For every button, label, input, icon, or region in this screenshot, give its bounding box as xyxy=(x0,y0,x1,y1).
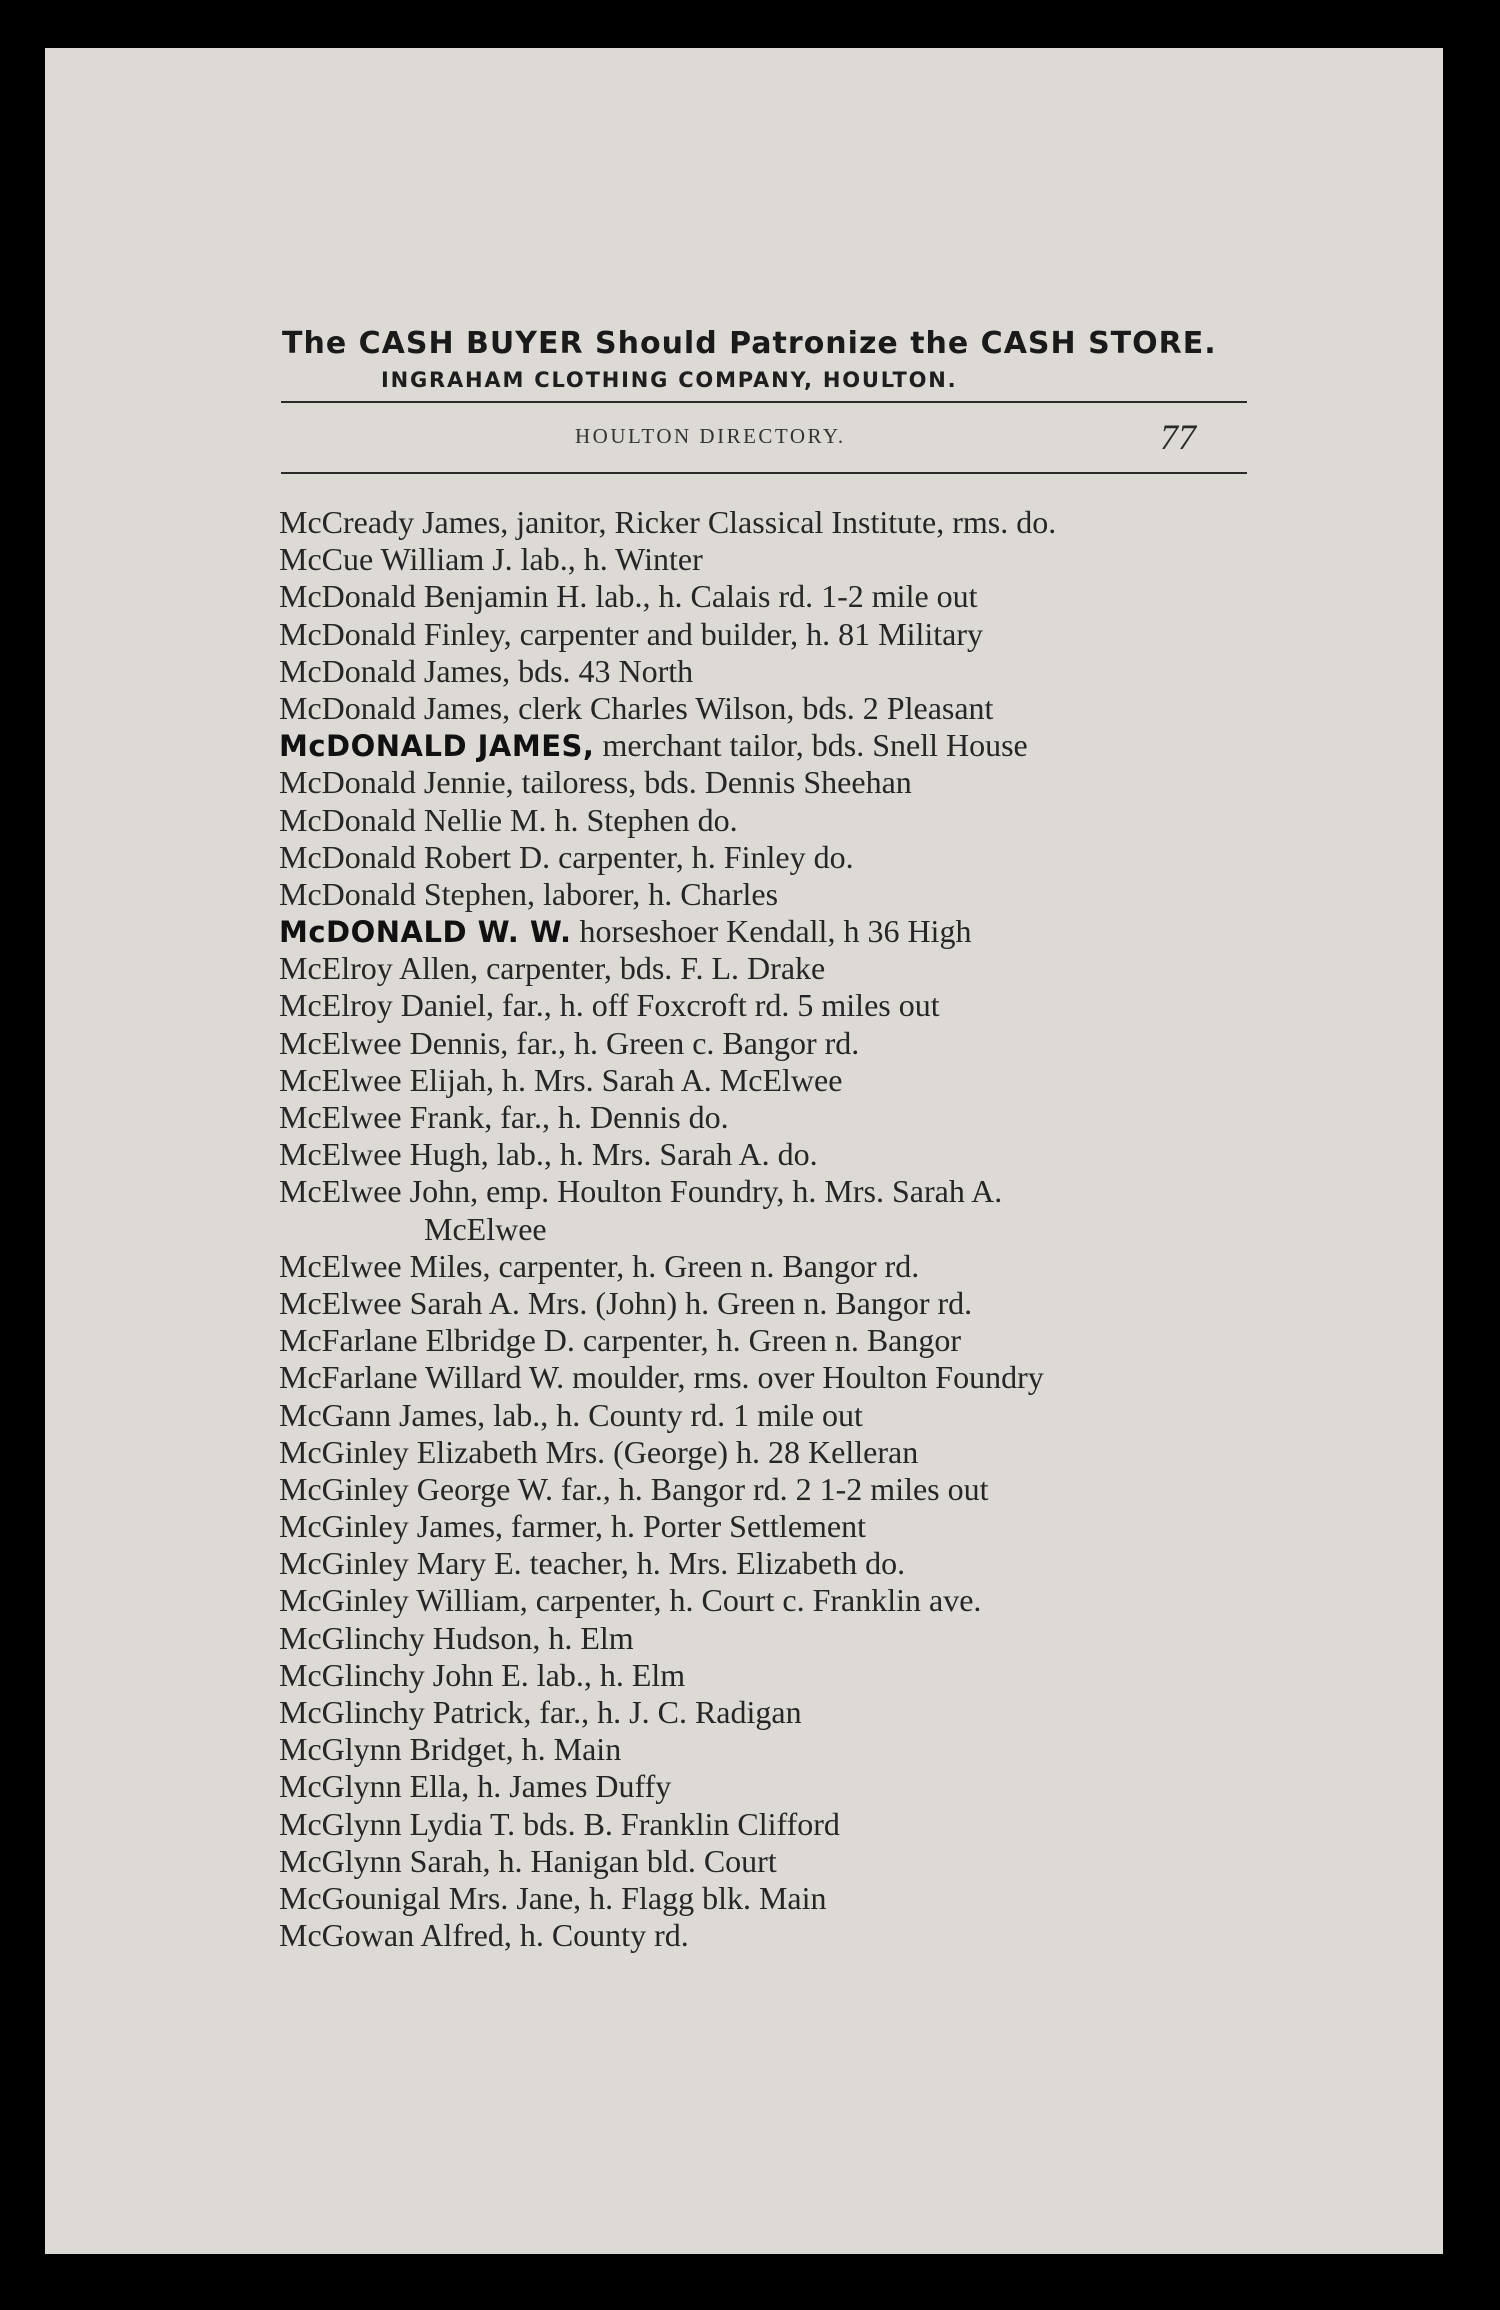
header-rule xyxy=(281,472,1247,474)
advertisement-headline: The CASH BUYER Should Patronize the CASH STORE. xyxy=(282,326,1217,361)
directory-entry xyxy=(279,541,1399,578)
entry-text: McCready James, janitor, Ricker Classical Institute, rms. do. xyxy=(279,504,1057,540)
directory-entry xyxy=(279,1025,1399,1062)
directory-entry xyxy=(279,1248,1399,1285)
entry-text: McGinley George W. far., h. Bangor rd. 2 1-2 miles out xyxy=(279,1470,989,1507)
entry-text: McDonald Finley, carpenter and builder, h. 81 Military xyxy=(279,615,984,652)
entry-text: McElwee Frank, far., h. Dennis do. xyxy=(279,1099,729,1135)
directory-entry xyxy=(279,1731,1399,1768)
entry-text: horseshoer Kendall, h 36 High xyxy=(571,913,972,950)
entry-bold-name: McDONALD W. W. xyxy=(279,915,572,950)
entry-text: McElwee Hugh, lab., h. Mrs. Sarah A. do. xyxy=(279,1136,818,1173)
entry-text: McFarlane Willard W. moulder, rms. over Houlton Foundry xyxy=(279,1359,1044,1396)
entry-text: McElwee xyxy=(424,1210,547,1247)
directory-entries xyxy=(279,504,1399,1954)
entry-text: McElroy Daniel, far., h. off Foxcroft rd. 5 miles out xyxy=(279,987,940,1024)
directory-entry xyxy=(279,987,1399,1024)
directory-entry xyxy=(279,1397,1399,1434)
directory-entry xyxy=(279,616,1399,653)
directory-entry xyxy=(279,1657,1399,1694)
directory-entry xyxy=(279,913,1399,950)
entry-text: McGann James, lab., h. County rd. 1 mile out xyxy=(279,1396,863,1433)
directory-entry xyxy=(279,727,1399,764)
directory-entry xyxy=(279,1768,1399,1805)
entry-text: McGlynn Ella, h. James Duffy xyxy=(279,1768,672,1805)
directory-entry xyxy=(279,690,1399,727)
entry-text: McDonald Benjamin H. lab., h. Calais rd. 1-2 mile out xyxy=(279,578,978,615)
entry-text: McGlinchy Hudson, h. Elm xyxy=(279,1619,634,1656)
directory-entry xyxy=(279,1508,1399,1545)
directory-entry xyxy=(279,578,1399,615)
entry-text: McGounigal Mrs. Jane, h. Flagg blk. Main xyxy=(279,1879,827,1916)
running-header-title: HOULTON DIRECTORY. xyxy=(575,424,846,448)
entry-text: McGinley James, farmer, h. Porter Settlement xyxy=(279,1508,866,1545)
directory-entry xyxy=(279,1917,1399,1954)
directory-entry xyxy=(279,802,1399,839)
entry-text: McGinley Elizabeth Mrs. (George) h. 28 Kelleran xyxy=(279,1433,919,1470)
entry-text: McCue William J. lab., h. Winter xyxy=(279,541,703,578)
entry-text: McElwee Sarah A. Mrs. (John) h. Green n. Bangor rd. xyxy=(279,1284,973,1321)
entry-text: McGlinchy John E. lab., h. Elm xyxy=(279,1656,686,1693)
directory-entry xyxy=(279,1620,1399,1657)
entry-text: McFarlane Elbridge D. carpenter, h. Green n. Bangor xyxy=(279,1322,962,1359)
entry-text: McDonald Stephen, laborer, h. Charles xyxy=(279,875,779,912)
directory-entry xyxy=(279,1471,1399,1508)
entry-text: McDonald Jennie, tailoress, bds. Dennis Sheehan xyxy=(279,764,912,801)
entry-text: McGlynn Bridget, h. Main xyxy=(279,1731,622,1768)
directory-entry xyxy=(279,1136,1399,1173)
directory-entry xyxy=(279,1322,1399,1359)
entry-text: McGlynn Sarah, h. Hanigan bld. Court xyxy=(279,1842,777,1879)
entry-text: McElwee Miles, carpenter, h. Green n. Bangor rd. xyxy=(279,1247,920,1284)
directory-entry xyxy=(279,653,1399,690)
directory-entry xyxy=(279,876,1399,913)
entry-text: McGinley William, carpenter, h. Court c. Franklin ave. xyxy=(279,1582,982,1619)
advertisement-company: INGRAHAM CLOTHING COMPANY, HOULTON. xyxy=(381,368,958,392)
entry-text: McElroy Allen, carpenter, bds. F. L. Drake xyxy=(279,950,826,987)
entry-bold-name: McDONALD JAMES, xyxy=(279,729,595,764)
entry-text: merchant tailor, bds. Snell House xyxy=(594,727,1028,764)
directory-entry xyxy=(279,764,1399,801)
directory-entry xyxy=(279,950,1399,987)
entry-text: McGowan Alfred, h. County rd. xyxy=(279,1917,689,1954)
entry-text: McGinley Mary E. teacher, h. Mrs. Elizabeth do. xyxy=(279,1545,906,1582)
page-number: 77 xyxy=(1160,417,1196,457)
entry-text: McDonald James, bds. 43 North xyxy=(279,652,694,689)
entry-text: McGlynn Lydia T. bds. B. Franklin Clifford xyxy=(279,1805,840,1842)
directory-entry xyxy=(279,1434,1399,1471)
entry-text: McElwee John, emp. Houlton Foundry, h. Mrs. Sarah A. xyxy=(279,1173,1003,1210)
directory-entry xyxy=(279,1545,1399,1582)
directory-entry xyxy=(279,1359,1399,1396)
directory-entry xyxy=(279,1582,1399,1619)
directory-entry xyxy=(279,1694,1399,1731)
entry-text: McDonald Robert D. carpenter, h. Finley do. xyxy=(279,838,854,875)
directory-entry xyxy=(279,1211,1399,1248)
entry-text: McElwee Elijah, h. Mrs. Sarah A. McElwee xyxy=(279,1061,843,1098)
directory-entry xyxy=(279,1099,1399,1136)
directory-entry xyxy=(279,1880,1399,1917)
directory-entry xyxy=(279,1173,1399,1210)
advertisement-rule xyxy=(281,401,1247,403)
directory-entry xyxy=(279,1285,1399,1322)
directory-entry xyxy=(279,504,1399,541)
entry-text: McGlinchy Patrick, far., h. J. C. Radigan xyxy=(279,1694,802,1730)
directory-entry xyxy=(279,1062,1399,1099)
directory-page xyxy=(45,48,1443,2254)
entry-text: McDonald Nellie M. h. Stephen do. xyxy=(279,801,738,838)
entry-text: McElwee Dennis, far., h. Green c. Bangor rd. xyxy=(279,1024,860,1061)
directory-entry xyxy=(279,1806,1399,1843)
directory-entry xyxy=(279,1843,1399,1880)
directory-entry xyxy=(279,839,1399,876)
entry-text: McDonald James, clerk Charles Wilson, bds. 2 Pleasant xyxy=(279,689,994,726)
